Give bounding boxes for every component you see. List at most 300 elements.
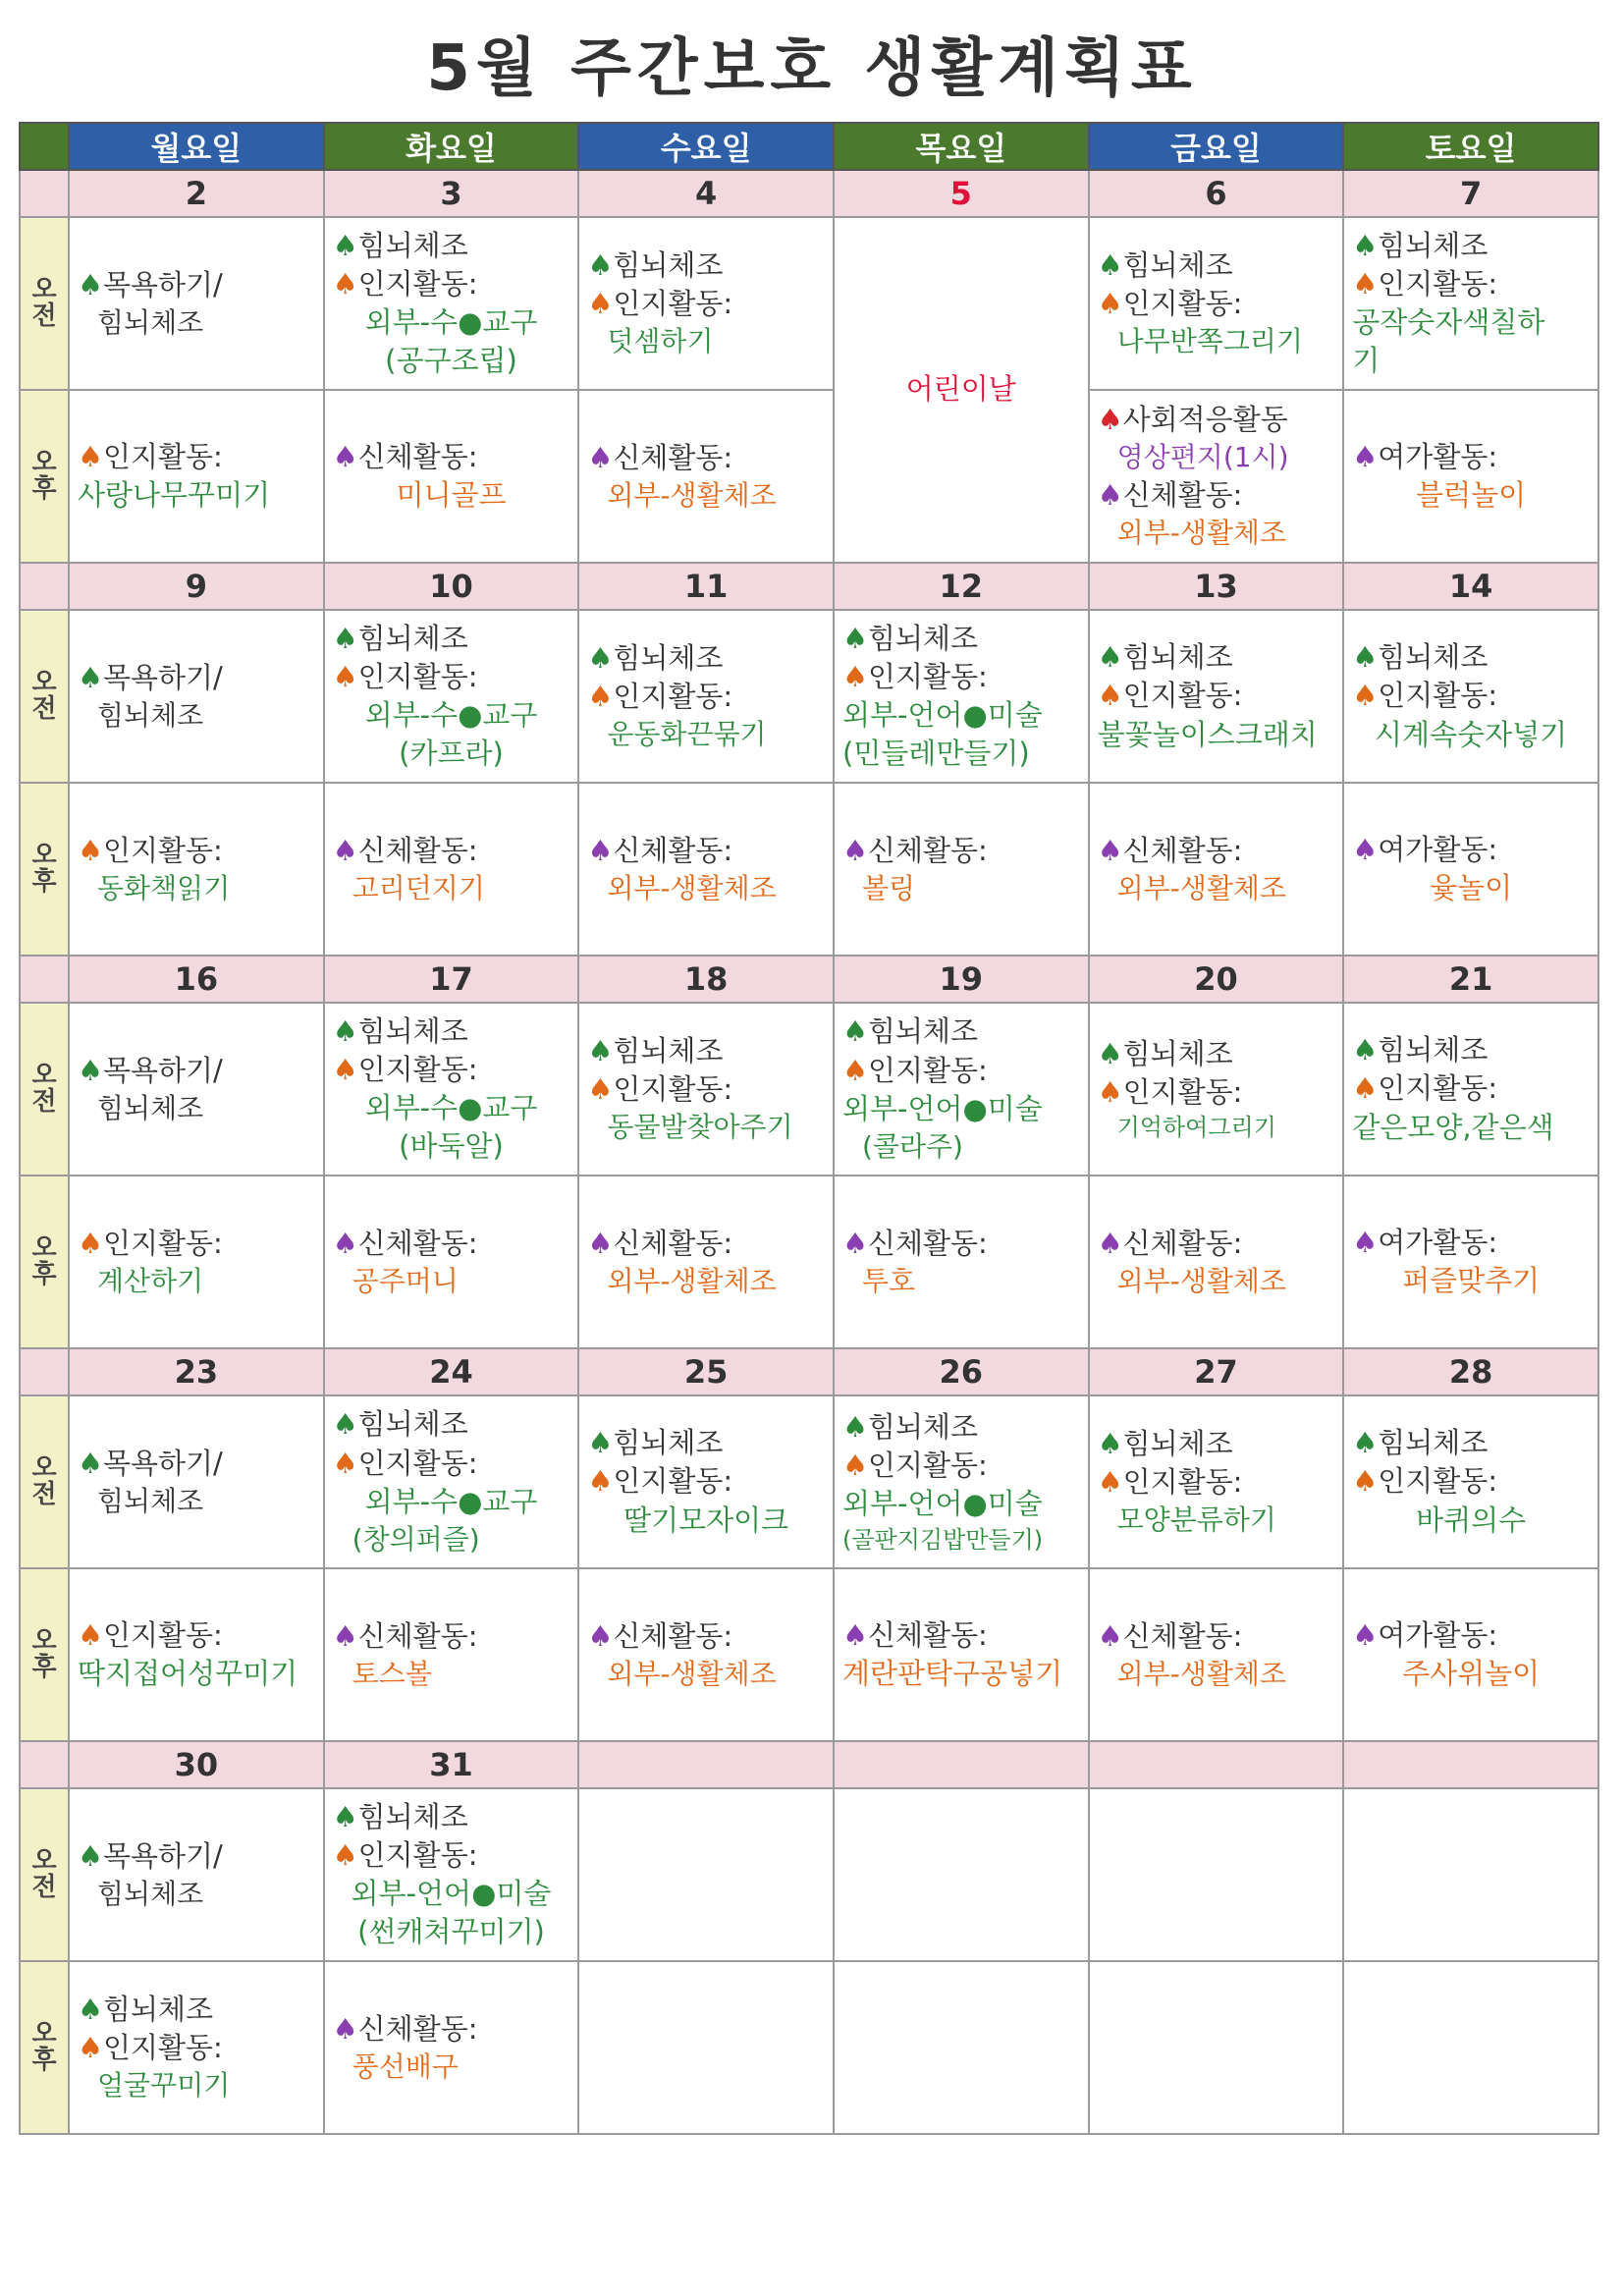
activity-list [835,1009,1088,1169]
activity-list [1090,634,1343,757]
spade-icon: ♠ [78,660,103,694]
spade-icon: ♠ [78,1838,103,1873]
afternoon-label: 오 후 [20,783,69,956]
activity-text: (카프라) [399,737,504,771]
activity-cell [69,1568,324,1741]
morning-label: 오 전 [20,1003,69,1175]
activity-list [835,1613,1088,1697]
activity-list [1090,2044,1343,2051]
activity-text: 목욕하기/ [103,1838,223,1873]
activity-line [333,1051,570,1089]
activity-text: (공구조립) [385,344,517,378]
activity-line [1098,515,1335,552]
activity-cell [324,217,579,390]
spade-icon: ♠ [1352,1033,1379,1067]
activity-text: 외부-언어●미술 [841,1487,1043,1521]
activity-text: 힘뇌체조 [97,698,204,732]
header-corner [20,123,69,170]
activity-text: 목욕하기/ [103,660,223,694]
activity-line [333,1263,570,1300]
activity-line [842,1485,1080,1523]
spade-icon: ♠ [332,266,358,301]
activity-list [70,434,323,519]
spade-icon: ♠ [78,1226,103,1260]
spade-icon: ♠ [1097,679,1123,713]
spade-icon: ♠ [1352,1617,1379,1652]
activity-cell [1089,1003,1344,1175]
activity-text: 인지활동: [1378,266,1498,301]
activity-text: 힘뇌체조 [357,1407,468,1442]
spade-icon: ♠ [587,1226,614,1260]
pm-row [20,390,1598,563]
spade-icon: ♠ [841,621,868,655]
activity-text: 힘뇌체조 [1378,1033,1489,1067]
weekly-plan-table [19,122,1599,2135]
activity-line [333,2010,570,2049]
activity-text: 인지활동: [1378,1071,1498,1106]
activity-line [842,1052,1080,1090]
activity-line [1352,1031,1590,1069]
activity-text: 힘뇌체조 [867,621,979,655]
activity-text: 힘뇌체조 [357,1799,468,1833]
activity-line [1352,1424,1590,1462]
activity-line [587,832,825,870]
spade-icon: ♠ [332,1013,358,1048]
activity-line [1352,438,1590,476]
activity-list [1090,397,1343,556]
activity-line [1352,1502,1590,1540]
activity-line [333,1225,570,1263]
activity-text: 신체활동: [1122,1618,1243,1653]
activity-list [1090,1613,1343,1697]
pm-row [20,1961,1598,2134]
activity-line [333,265,570,303]
spade-icon: ♠ [332,439,358,473]
activity-text: 외부-생활체조 [1116,1657,1287,1690]
activity-text: 인지활동: [1378,679,1498,713]
activity-list [325,434,578,519]
spade-icon: ♠ [841,1449,868,1483]
activity-line [78,1225,315,1263]
activity-text: 인지활동: [357,266,478,301]
date-cell: 27 [1089,1348,1344,1395]
activity-line [1352,342,1590,380]
activity-cell [578,1003,834,1175]
activity-text: 동물발찾아주기 [607,1111,793,1144]
activity-text: 인지활동: [1122,287,1243,321]
activity-text: 시계속숫자넣기 [1375,717,1568,751]
activity-line [1098,1617,1335,1656]
activity-line [1098,323,1335,360]
activity-cell [324,1568,579,1741]
activity-line [842,658,1080,696]
activity-text: 외부-언어●미술 [351,1877,552,1910]
activity-line [1352,227,1590,265]
activity-text: (민들레만들기) [841,737,1030,771]
activity-cell [324,1961,579,2134]
activity-cell [69,610,324,783]
activity-line [587,246,825,285]
spade-icon: ♠ [1097,1426,1123,1460]
activity-line [842,1263,1080,1300]
activity-cell [324,1003,579,1175]
spade-icon: ♠ [1352,1426,1379,1460]
afternoon-label: 오 후 [20,1568,69,1741]
date-cell: 26 [834,1348,1089,1395]
activity-line [1098,870,1335,907]
activity-line [78,1445,315,1483]
activity-cell [834,1788,1089,1961]
spade-icon: ♠ [1352,266,1379,301]
activity-line [333,1127,570,1166]
activity-line [587,716,825,753]
activity-text: 힘뇌체조 [867,1014,979,1049]
spade-icon: ♠ [78,1446,103,1480]
activity-line [333,620,570,658]
spade-icon: ♠ [841,1617,868,1652]
activity-list [70,1048,323,1131]
spade-icon: ♠ [332,1226,358,1260]
activity-cell [1089,1175,1344,1348]
am-row [20,1003,1598,1175]
activity-text: 인지활동: [1378,1464,1498,1499]
activity-text: 인지활동: [103,1617,223,1652]
pm-row [20,1175,1598,1348]
activity-line [333,1836,570,1875]
morning-label: 오 전 [20,1788,69,1961]
pm-row [20,783,1598,956]
activity-text: 인지활동: [613,1464,733,1499]
activity-cell [1343,1175,1598,1348]
activity-text: 바퀴의수 [1416,1503,1527,1537]
activity-line [78,304,315,342]
spade-icon: ♠ [1097,247,1123,282]
activity-text: 외부-생활체조 [607,478,777,512]
activity-text: 힘뇌체조 [1122,1426,1233,1460]
calendar-body [20,123,1598,2134]
activity-cell [578,217,834,390]
date-row [20,956,1598,1003]
date-cell: 25 [578,1348,834,1395]
activity-text: 모양분류하기 [1116,1503,1276,1537]
spade-icon: ♠ [1097,1074,1123,1109]
activity-list [1344,634,1597,757]
activity-line [587,323,825,360]
spade-icon: ♠ [78,1617,103,1652]
date-cell [1089,1741,1344,1788]
activity-text: 신체활동: [867,1226,988,1260]
holiday-cell [834,217,1089,563]
date-cell: 11 [578,563,834,610]
activity-text: 동화책읽기 [97,871,231,904]
activity-cell [69,1961,324,2134]
date-cell [578,1741,834,1788]
activity-line [1352,265,1590,303]
activity-cell [324,610,579,783]
activity-text: 신체활동: [1122,478,1243,512]
activity-text: 퍼즐맞추기 [1402,1264,1541,1297]
activity-list [835,1221,1088,1304]
activity-line [1352,1655,1590,1693]
activity-line [587,1032,825,1070]
activity-cell [834,1003,1089,1175]
activity-line [842,1616,1080,1655]
pm-row [20,1568,1598,1741]
activity-list [1090,1871,1343,1879]
activity-text: 외부-생활체조 [1116,871,1287,904]
activity-line [842,1655,1080,1693]
activity-line [333,1445,570,1483]
activity-line [587,678,825,716]
activity-text: 고리던지기 [352,871,485,904]
activity-text: 외부-수●교구 [364,698,538,732]
activity-line [333,2049,570,2086]
spade-icon: ♠ [78,1053,103,1087]
activity-cell [69,390,324,563]
activity-list [579,243,833,364]
activity-list [1344,1613,1597,1697]
activity-list [1344,1420,1597,1543]
activity-line [78,870,315,907]
activity-text: 신체활동: [357,1618,478,1653]
activity-line [333,438,570,476]
activity-line [333,1483,570,1521]
spade-icon: ♠ [332,659,358,693]
activity-line [78,2029,315,2067]
activity-line [1352,638,1590,677]
activity-text: 힘뇌체조 [357,621,468,655]
spade-icon: ♠ [1352,832,1379,866]
activity-list [70,1987,323,2108]
activity-line [1098,638,1335,677]
date-row-side [20,563,69,610]
activity-text: 힘뇌체조 [97,1484,204,1517]
activity-cell [69,1003,324,1175]
activity-line [333,658,570,696]
activity-cell [1089,1395,1344,1568]
activity-text: 풍선배구 [352,2050,459,2083]
activity-text: 인지활동: [1122,1465,1243,1500]
activity-line [1098,246,1335,285]
activity-cell [1089,390,1344,563]
activity-line [1352,677,1590,715]
activity-line [842,735,1080,773]
activity-line [842,1524,1080,1556]
date-row-side [20,1741,69,1788]
activity-line [1352,303,1590,342]
activity-line [1352,1224,1590,1262]
date-cell: 20 [1089,956,1344,1003]
activity-text: 힘뇌체조 [613,640,724,675]
activity-text: 여가활동: [1378,832,1498,866]
activity-text: 힘뇌체조 [1378,228,1489,262]
activity-cell [578,1568,834,1741]
page-title: 5월 주간보호 생활계획표 [426,32,1198,105]
activity-text: 신체활동: [1122,833,1243,867]
activity-list [1344,1871,1597,1879]
activity-text: 외부-생활체조 [607,1657,777,1690]
activity-text: 얼굴꾸미기 [97,2069,231,2103]
activity-list [579,1871,833,1879]
activity-list [325,616,578,778]
activity-line [1098,677,1335,715]
activity-cell [324,390,579,563]
activity-cell [324,1788,579,1961]
activity-text: 힘뇌체조 [1378,1426,1489,1460]
activity-cell [69,217,324,390]
date-cell: 18 [578,956,834,1003]
spade-icon: ♠ [587,640,614,675]
activity-text: 힘뇌체조 [97,1877,204,1910]
activity-text: 외부-생활체조 [607,871,777,904]
spade-icon: ♠ [1097,403,1123,437]
activity-text: 힘뇌체조 [97,305,204,339]
activity-line [1098,1263,1335,1300]
holiday-label: 어린이날 [905,372,1016,407]
activity-line [78,1991,315,2029]
activity-line [1352,869,1590,907]
activity-list [70,1613,323,1697]
activity-cell [1343,1003,1598,1175]
activity-line [1352,716,1590,754]
date-cell: 28 [1343,1348,1598,1395]
activity-line [78,1876,315,1913]
activity-text: 공주머니 [352,1264,459,1297]
activity-line [333,1521,570,1558]
activity-text: 인지활동: [103,2031,223,2065]
spade-icon: ♠ [1352,1464,1379,1499]
date-cell: 13 [1089,563,1344,610]
activity-line [333,735,570,773]
date-cell: 19 [834,956,1089,1003]
activity-line [1098,439,1335,476]
activity-text: 여가활동: [1378,1617,1498,1652]
activity-line [842,870,1080,907]
activity-line [333,303,570,342]
activity-text: 신체활동: [357,2011,478,2046]
activity-line [333,1913,570,1951]
activity-line [1352,1109,1590,1147]
weekday-header-row [20,123,1598,170]
spade-icon: ♠ [1352,679,1379,713]
activity-text: 목욕하기/ [103,267,223,301]
activity-text: 여가활동: [1378,1225,1498,1259]
activity-line [842,696,1080,735]
activity-text: 힘뇌체조 [867,1410,979,1445]
activity-text: 딸기모자이크 [623,1503,789,1537]
activity-cell [69,783,324,956]
activity-list [325,1221,578,1304]
activity-text: 신체활동: [613,1226,733,1260]
activity-line [78,697,315,735]
activity-line [333,342,570,380]
activity-list [579,1028,833,1150]
activity-cell [1343,783,1598,956]
spade-icon: ♠ [78,833,103,867]
activity-cell [69,1395,324,1568]
spade-icon: ♠ [1097,1226,1123,1260]
activity-text: 신체활동: [613,440,733,474]
activity-text: 토스볼 [352,1657,432,1690]
activity-cell [1343,217,1598,390]
activity-cell [578,783,834,956]
activity-text: (썬캐쳐꾸미기) [357,1915,545,1949]
activity-cell [324,1395,579,1568]
date-cell: 10 [324,563,579,610]
activity-list [579,2044,833,2051]
activity-text: 인지활동: [357,1052,478,1086]
activity-list [579,828,833,911]
activity-text: 덧셈하기 [607,325,714,358]
activity-line [1352,1262,1590,1300]
activity-line [842,1225,1080,1263]
morning-label: 오 전 [20,1395,69,1568]
activity-text: 기억하여그리기 [1116,1113,1276,1141]
activity-list [835,616,1088,778]
date-cell: 2 [69,170,324,217]
activity-line [333,1656,570,1693]
activity-line [842,620,1080,658]
activity-cell [1089,1788,1344,1961]
activity-text: 볼링 [861,871,916,904]
activity-cell [578,610,834,783]
activity-list [1090,1031,1343,1148]
activity-text: 신체활동: [867,833,988,867]
activity-line [1352,831,1590,869]
activity-line [587,1109,825,1146]
spade-icon: ♠ [332,1407,358,1442]
spade-icon: ♠ [332,621,358,655]
date-cell: 14 [1343,563,1598,610]
date-cell: 5 [834,170,1089,217]
spade-icon: ♠ [841,1226,868,1260]
activity-line [1098,1502,1335,1539]
spade-icon: ♠ [587,1426,614,1460]
activity-line [78,438,315,476]
activity-text: 힘뇌체조 [1378,640,1489,675]
activity-text: (바둑알) [399,1129,504,1164]
activity-list [835,1404,1088,1559]
activity-list [1090,1221,1343,1304]
activity-list [835,828,1088,911]
activity-line [333,1012,570,1051]
activity-text: 힘뇌체조 [613,1033,724,1067]
date-cell: 3 [324,170,579,217]
activity-text: 힘뇌체조 [613,1426,724,1460]
activity-line [842,1128,1080,1166]
am-row [20,1788,1598,1961]
activity-list [579,1613,833,1697]
activity-cell [834,783,1089,956]
weekday-header: 토요일 [1343,123,1598,170]
spade-icon: ♠ [332,2011,358,2046]
date-cell: 9 [69,563,324,610]
date-cell: 4 [578,170,834,217]
date-row [20,1741,1598,1788]
activity-text: 힘뇌체조 [613,247,724,282]
activity-line [1352,476,1590,515]
spade-icon: ♠ [1352,1071,1379,1106]
spade-icon: ♠ [587,440,614,474]
activity-text: 나무반쪽그리기 [1116,325,1303,358]
weekday-header: 금요일 [1089,123,1344,170]
activity-text: 인지활동: [357,1446,478,1480]
activity-text: 힘뇌체조 [1122,247,1233,282]
activity-text: 윷놀이 [1430,871,1513,904]
date-row-side [20,170,69,217]
activity-text: 사랑나무꾸미기 [78,478,271,512]
activity-line [1098,1425,1335,1463]
